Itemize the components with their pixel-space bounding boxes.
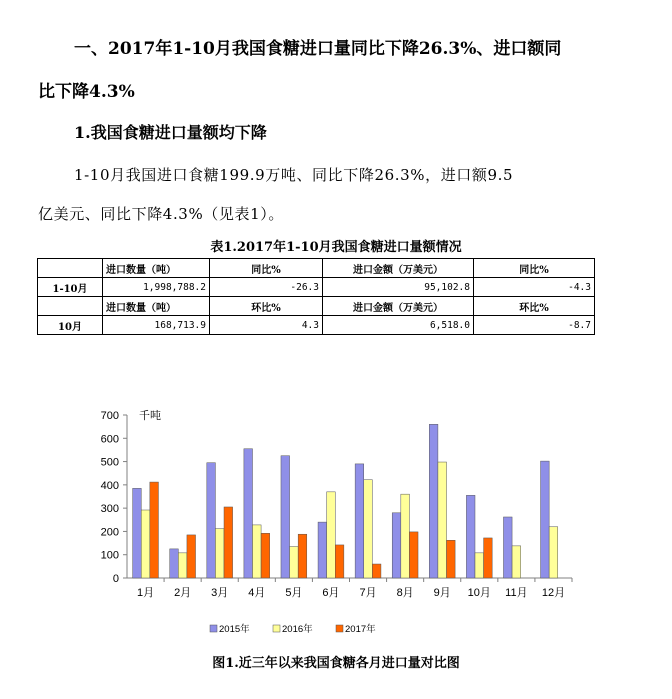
bar [141, 510, 150, 578]
table-header-cell: 同比% [474, 259, 595, 278]
monthly-import-chart [0, 395, 672, 645]
bar [318, 522, 327, 578]
y-tick-label: 600 [100, 433, 119, 446]
bar [355, 464, 364, 578]
table-header-cell: 环比% [474, 297, 595, 316]
y-tick-label: 0 [112, 573, 119, 585]
paragraph-line1: 1-10月我国进口食糖199.9万吨、同比下降26.3%，进口额9.5 [74, 166, 514, 184]
table-header-row-1 [38, 259, 595, 278]
x-tick-label: 1月 [136, 587, 155, 599]
x-tick-label: 9月 [433, 587, 451, 599]
bar [252, 525, 261, 578]
bar [281, 456, 290, 578]
x-tick-label: 5月 [285, 587, 303, 599]
x-tick-label: 12月 [541, 587, 566, 599]
legend-label: 2017年 [345, 624, 376, 635]
figure-caption: 图1.近三年以来我国食糖各月进口量对比图 [212, 656, 460, 671]
table-corner-cell [38, 297, 103, 316]
legend-label: 2016年 [282, 624, 313, 635]
bar [178, 553, 187, 578]
table-cell: 1,998,788.2 [103, 278, 210, 297]
bar [438, 462, 447, 578]
bar [466, 495, 475, 578]
bar [447, 540, 456, 578]
bar [364, 480, 373, 578]
x-tick-label: 2月 [174, 587, 192, 599]
bar [409, 532, 418, 578]
bar [549, 527, 558, 578]
bar [261, 533, 270, 578]
paragraph-line2: 亿美元、同比下降4.3%（见表1）。 [38, 205, 284, 223]
bar [298, 534, 307, 578]
y-tick-label: 700 [100, 410, 119, 422]
import-table [37, 258, 595, 335]
bar [244, 449, 253, 578]
bar [150, 482, 159, 578]
y-tick-label: 500 [100, 456, 119, 469]
table-cell: 4.3 [210, 316, 323, 335]
table-header-cell: 同比% [210, 259, 323, 278]
section-heading-line1: 一、2017年1-10月我国食糖进口量同比下降26.3%、进口额同 [74, 39, 562, 59]
bar [401, 494, 410, 578]
table-row [38, 278, 595, 297]
y-tick-label: 400 [100, 479, 119, 492]
table-cell: -8.7 [474, 316, 595, 335]
table-header-cell: 进口金额（万美元） [323, 259, 474, 278]
table-header-cell: 进口数量（吨） [103, 259, 210, 278]
bar [215, 529, 224, 578]
x-tick-label: 11月 [505, 587, 528, 599]
table-caption: 表1.2017年1-10月我国食糖进口量额情况 [210, 240, 462, 255]
x-tick-label: 7月 [359, 587, 377, 599]
table-cell: 6,518.0 [323, 316, 474, 335]
table-row-label: 1-10月 [38, 278, 103, 297]
x-tick-label: 4月 [248, 587, 266, 599]
subsection-heading: 1.我国食糖进口量额均下降 [74, 123, 267, 142]
legend-label: 2015年 [219, 624, 250, 635]
bar [392, 513, 401, 578]
section-heading-line2: 比下降4.3% [38, 82, 135, 102]
table-header-row-2 [38, 297, 595, 316]
table-cell: 168,713.9 [103, 316, 210, 335]
table-header-cell: 环比% [210, 297, 323, 316]
bar [512, 546, 521, 578]
y-tick-label: 100 [100, 549, 119, 562]
bar [484, 538, 493, 578]
bar [541, 461, 550, 578]
bar [187, 535, 196, 578]
bar [170, 549, 179, 578]
bar [207, 463, 216, 578]
x-tick-label: 10月 [467, 587, 491, 599]
bar [224, 507, 233, 578]
y-tick-label: 300 [100, 503, 119, 516]
table-row [38, 316, 595, 335]
table-corner-cell [38, 259, 103, 278]
bar [327, 492, 336, 578]
bar [290, 547, 299, 578]
table-cell: -4.3 [474, 278, 595, 297]
table-header-cell: 进口金额（万美元） [323, 297, 474, 316]
y-tick-label: 200 [100, 526, 119, 539]
x-tick-label: 3月 [211, 587, 229, 599]
bar [503, 517, 512, 578]
table-row-label: 10月 [38, 316, 103, 335]
bar [429, 424, 438, 578]
table-cell: -26.3 [210, 278, 323, 297]
bar [372, 564, 381, 578]
y-unit-label: 千吨 [139, 410, 161, 422]
legend-swatch [336, 625, 343, 632]
x-tick-label: 6月 [322, 587, 340, 599]
bar [133, 488, 142, 578]
bar [335, 545, 344, 578]
table-header-cell: 进口数量（吨） [103, 297, 210, 316]
x-tick-label: 8月 [396, 587, 414, 599]
bar [475, 553, 484, 578]
table-cell: 95,102.8 [323, 278, 474, 297]
legend-swatch [273, 625, 280, 632]
legend-swatch [210, 625, 217, 632]
